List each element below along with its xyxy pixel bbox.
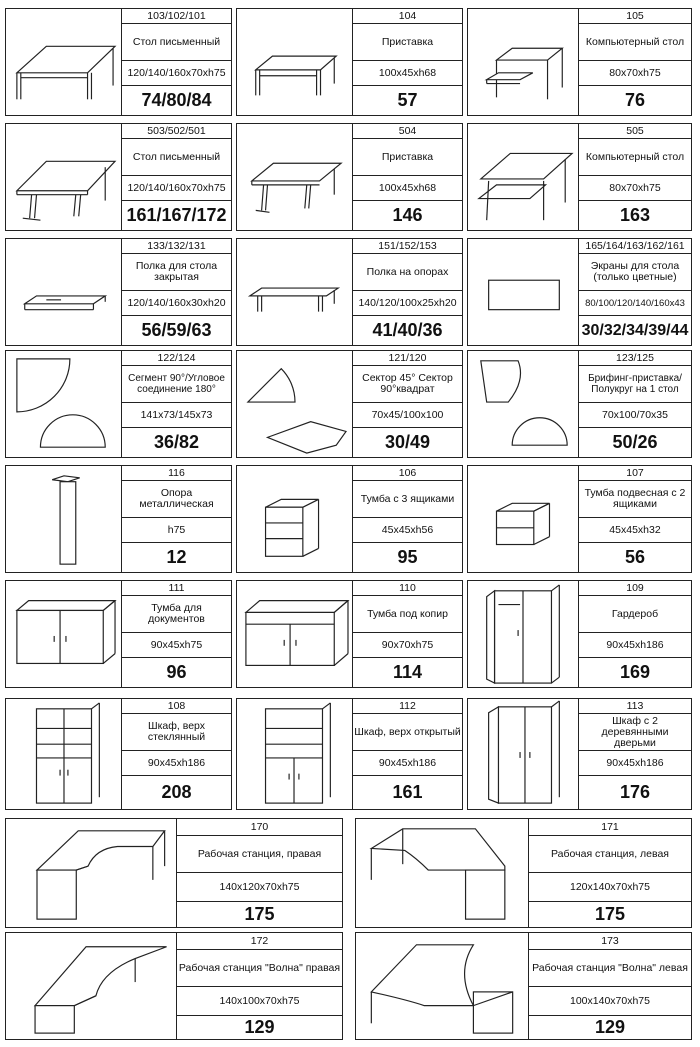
catalog-item: [5, 238, 232, 346]
item-name: Приставка: [353, 24, 462, 61]
screen-panel-icon: [468, 239, 578, 345]
item-price: 30/32/34/39/44: [581, 321, 689, 339]
item-dims: 120/140/160x70xh75: [122, 61, 231, 86]
item-name: Опора металлическая: [122, 481, 231, 518]
wave-workstation-left-icon: [356, 933, 528, 1039]
item-price: 169: [619, 662, 651, 682]
item-price: 12: [166, 547, 187, 567]
item-name: Компьютерный стол: [579, 139, 691, 176]
item-price: 30/49: [384, 432, 431, 452]
item-price: 36/82: [153, 432, 200, 452]
item-name: Рабочая станция, правая: [177, 836, 342, 873]
item-price: 163: [619, 205, 651, 225]
item-dims: 90x45xh75: [122, 633, 231, 658]
item-code: 504: [353, 124, 462, 139]
item-code: 133/132/131: [122, 239, 231, 254]
copier-cabinet-icon: [237, 581, 352, 687]
item-dims: 140x120x70xh75: [177, 873, 342, 902]
item-code: 103/102/101: [122, 9, 231, 24]
workstation-item: [355, 932, 692, 1040]
item-code: 151/152/153: [353, 239, 462, 254]
item-price: 56/59/63: [141, 320, 212, 340]
item-dims: 90x45xh186: [122, 751, 231, 776]
catalog-item: [236, 580, 463, 688]
item-code: 107: [579, 466, 691, 481]
catalog-item: [467, 8, 692, 116]
item-name: Шкаф, верх открытый: [353, 714, 462, 751]
drawer-cabinet-icon: [237, 466, 352, 572]
item-code: 121/120: [353, 351, 462, 366]
catalog-item: [467, 350, 692, 458]
catalog-item: [5, 350, 232, 458]
item-name: Стол письменный: [122, 139, 231, 176]
item-price: 175: [244, 904, 275, 924]
item-name: Стол письменный: [122, 24, 231, 61]
item-code: 110: [353, 581, 462, 596]
catalog-item: [5, 465, 232, 573]
item-name: Полка для стола закрытая: [122, 254, 231, 291]
item-name: Рабочая станция "Волна" левая: [529, 950, 691, 987]
item-dims: 80x70xh75: [579, 176, 691, 201]
item-code: 505: [579, 124, 691, 139]
item-name: Приставка: [353, 139, 462, 176]
workstation-item: [5, 818, 343, 928]
item-code: 173: [529, 933, 691, 950]
item-name: Тумба для документов: [122, 596, 231, 633]
item-name: Тумба подвесная с 2 ящиками: [579, 481, 691, 518]
segment-icon: [6, 351, 121, 457]
item-code: 123/125: [579, 351, 691, 366]
item-code: 170: [177, 819, 342, 836]
item-code: 111: [122, 581, 231, 596]
item-price: 129: [594, 1017, 626, 1037]
metal-leg-side-table-icon: [237, 124, 352, 230]
catalog-item: [5, 8, 232, 116]
two-door-cabinet-icon: [468, 699, 578, 809]
item-dims: 120/140/160x70xh75: [122, 176, 231, 201]
workstation-right-icon: [6, 819, 176, 927]
sector-icon: [237, 351, 352, 457]
item-name: Рабочая станция "Волна" правая: [177, 950, 342, 987]
wave-workstation-right-icon: [6, 933, 176, 1039]
item-dims: 80/100/120/140/160x43: [579, 291, 691, 316]
item-price: 114: [392, 662, 423, 682]
item-code: 116: [122, 466, 231, 481]
catalog-item: [236, 698, 463, 810]
item-code: 113: [579, 699, 691, 714]
item-dims: h75: [122, 518, 231, 543]
metal-leg-computer-desk-icon: [468, 124, 578, 230]
item-code: 165/164/163/162/161: [579, 239, 691, 254]
item-dims: 80x70xh75: [579, 61, 691, 86]
desk-icon: [6, 9, 121, 115]
item-price: 56: [624, 547, 646, 567]
item-price: 146: [392, 205, 423, 225]
side-table-icon: [237, 9, 352, 115]
workstation-left-icon: [356, 819, 528, 927]
briefing-icon: [468, 351, 578, 457]
item-dims: 100x140x70xh75: [529, 987, 691, 1016]
item-code: 112: [353, 699, 462, 714]
item-price: 41/40/36: [372, 320, 443, 340]
desk-shelf-icon: [6, 239, 121, 345]
item-code: 122/124: [122, 351, 231, 366]
item-dims: 70x45/100x100: [353, 403, 462, 428]
catalog-item: [467, 580, 692, 688]
item-price: 175: [594, 904, 626, 924]
item-price: 208: [161, 782, 192, 802]
item-name: Тумба с 3 ящиками: [353, 481, 462, 518]
item-dims: 140/120/100x25xh20: [353, 291, 462, 316]
item-name: Брифинг-приставка/ Полукруг на 1 стол: [579, 366, 691, 403]
glass-cabinet-icon: [6, 699, 121, 809]
catalog-item: [236, 8, 463, 116]
item-code: 105: [579, 9, 691, 24]
hanging-cabinet-icon: [468, 466, 578, 572]
item-name: Полка на опорах: [353, 254, 462, 291]
item-price: 57: [397, 90, 418, 110]
item-dims: 141x73/145x73: [122, 403, 231, 428]
catalog-item: [5, 698, 232, 810]
item-dims: 100x45xh68: [353, 61, 462, 86]
open-cabinet-icon: [237, 699, 352, 809]
item-name: Экраны для стола (только цветные): [579, 254, 691, 291]
item-code: 108: [122, 699, 231, 714]
catalog-item: [5, 580, 232, 688]
item-code: 171: [529, 819, 691, 836]
catalog-item: [467, 238, 692, 346]
catalog-item: [467, 465, 692, 573]
item-dims: 90x45xh186: [353, 751, 462, 776]
item-name: Тумба под копир: [353, 596, 462, 633]
workstation-item: [355, 818, 692, 928]
catalog-item: [467, 123, 692, 231]
item-name: Сегмент 90°/Угловое соединение 180°: [122, 366, 231, 403]
item-price: 176: [619, 782, 651, 802]
item-name: Шкаф, верх стеклянный: [122, 714, 231, 751]
item-code: 172: [177, 933, 342, 950]
item-dims: 120x140x70xh75: [529, 873, 691, 902]
computer-desk-icon: [468, 9, 578, 115]
workstation-item: [5, 932, 343, 1040]
metal-leg-desk-icon: [6, 124, 121, 230]
item-code: 106: [353, 466, 462, 481]
item-name: Гардероб: [579, 596, 691, 633]
item-price: 50/26: [612, 432, 658, 452]
wardrobe-icon: [468, 581, 578, 687]
item-dims: 100x45xh68: [353, 176, 462, 201]
item-price: 129: [244, 1017, 275, 1037]
item-dims: 45x45xh32: [579, 518, 691, 543]
catalog-item: [236, 123, 463, 231]
item-name: Рабочая станция, левая: [529, 836, 691, 873]
item-dims: 90x45xh186: [579, 633, 691, 658]
item-code: 104: [353, 9, 462, 24]
item-price: 95: [397, 547, 418, 567]
document-cabinet-icon: [6, 581, 121, 687]
metal-support-icon: [6, 466, 121, 572]
item-price: 96: [166, 662, 187, 682]
catalog-item: [236, 465, 463, 573]
item-price: 161: [392, 782, 423, 802]
shelf-on-legs-icon: [237, 239, 352, 345]
catalog-item: [236, 238, 463, 346]
catalog-item: [467, 698, 692, 810]
item-dims: 90x70xh75: [353, 633, 462, 658]
item-code: 503/502/501: [122, 124, 231, 139]
item-dims: 140x100x70xh75: [177, 987, 342, 1016]
item-name: Сектор 45° Сектор 90°квадрат: [353, 366, 462, 403]
catalog-item: [236, 350, 463, 458]
item-name: Шкаф с 2 деревянными дверьми: [579, 714, 691, 751]
item-price: 74/80/84: [141, 90, 212, 110]
item-price: 76: [624, 90, 646, 110]
catalog-item: [5, 123, 232, 231]
item-code: 109: [579, 581, 691, 596]
item-dims: 90x45xh186: [579, 751, 691, 776]
item-dims: 120/140/160x30xh20: [122, 291, 231, 316]
item-price: 161/167/172: [126, 205, 227, 225]
item-name: Компьютерный стол: [579, 24, 691, 61]
item-dims: 45x45xh56: [353, 518, 462, 543]
item-dims: 70x100/70x35: [579, 403, 691, 428]
